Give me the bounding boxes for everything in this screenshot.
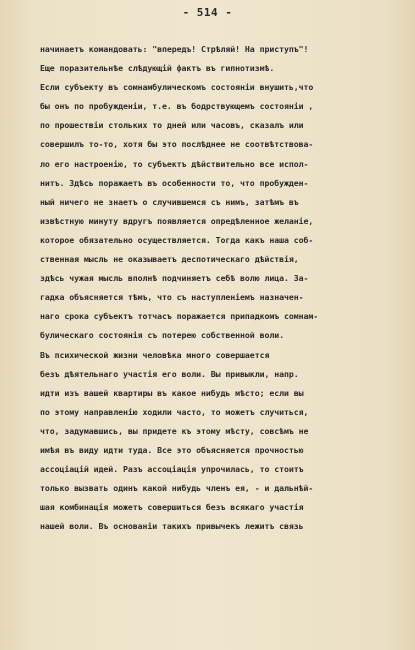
text-line: имѣя въ виду идти туда. Все это объясняется прочностью [40,444,304,455]
text-line: булическаго состоянія съ потерею собственной воли. [40,330,284,341]
text-line: Если субъекту въ сомнамбулическомъ состояніи внушить,что [40,82,314,93]
text-line: ассоціацій идей. Разъ ассоціація упрочилась, то стоитъ [40,464,304,475]
text-line: гадка объясняется тѣмъ, что съ наступленіемъ назначен- [40,292,304,303]
text-line: Еще поразительнѣе слѣдующій фактъ въ гипнотизмѣ. [40,63,275,74]
text-line: ло его настроенію, то субъектъ дѣйствительно все испол- [40,158,309,169]
text-line: которое обязательно осуществляется. Тогда какъ наша соб- [40,234,314,245]
body-text [40,40,392,536]
text-line: шая комбинація можетъ совершиться безъ всякаго участія [40,502,304,513]
text-line: что, задумавшись, вы придете къ этому мѣсту, совсѣмъ не [40,425,309,436]
text-line: по этому направленію ходили часто, то можетъ случиться, [40,406,309,417]
text-line: Въ психической жизни человѣка много совершается [40,349,270,360]
text-line: наго срока субъектъ тотчасъ поражается припадкомъ сомнам- [40,311,319,322]
text-line: извѣстную минуту вдругъ появляется опредѣленное желаніе, [40,215,314,226]
text-line: идти изъ вашей квартиры въ какое нибудь мѣсто; если вы [40,387,304,398]
text-line: нашей воли. Въ основаніи такихъ привычекъ лежитъ связь [40,521,304,532]
text-line: нитъ. Здѣсь поражаетъ въ особенности то, что пробужден- [40,177,309,188]
text-line: бы онъ по пробужденіи, т.е. въ бодрствующемъ состояніи , [40,101,314,112]
page-number: - 514 - [182,6,233,19]
text-line: ный ничего не знаетъ о случившемся съ нимъ, затѣмъ въ [40,196,299,207]
text-line: только вызвать одинъ какой нибудь членъ ея, - и дальнѣй- [40,483,314,494]
text-line: по прошествіи стольких то дней или часовъ, сказалъ или [40,120,304,131]
text-line: здѣсь чужая мысль вполнѣ подчиняетъ себѣ волю лица. За- [40,273,309,284]
text-line: совершилъ то-то, хотя бы это послѣднее не соотвѣтствова- [40,139,314,150]
text-line: ственная мысль не оказываетъ деспотическаго дѣйствія, [40,254,299,265]
text-line: безъ дѣятельнаго участія его воли. Вы привыкли, напр. [40,368,299,379]
text-line: начинаетъ командовать: "впередъ! Стрѣляй! На приступъ"! [40,44,309,54]
